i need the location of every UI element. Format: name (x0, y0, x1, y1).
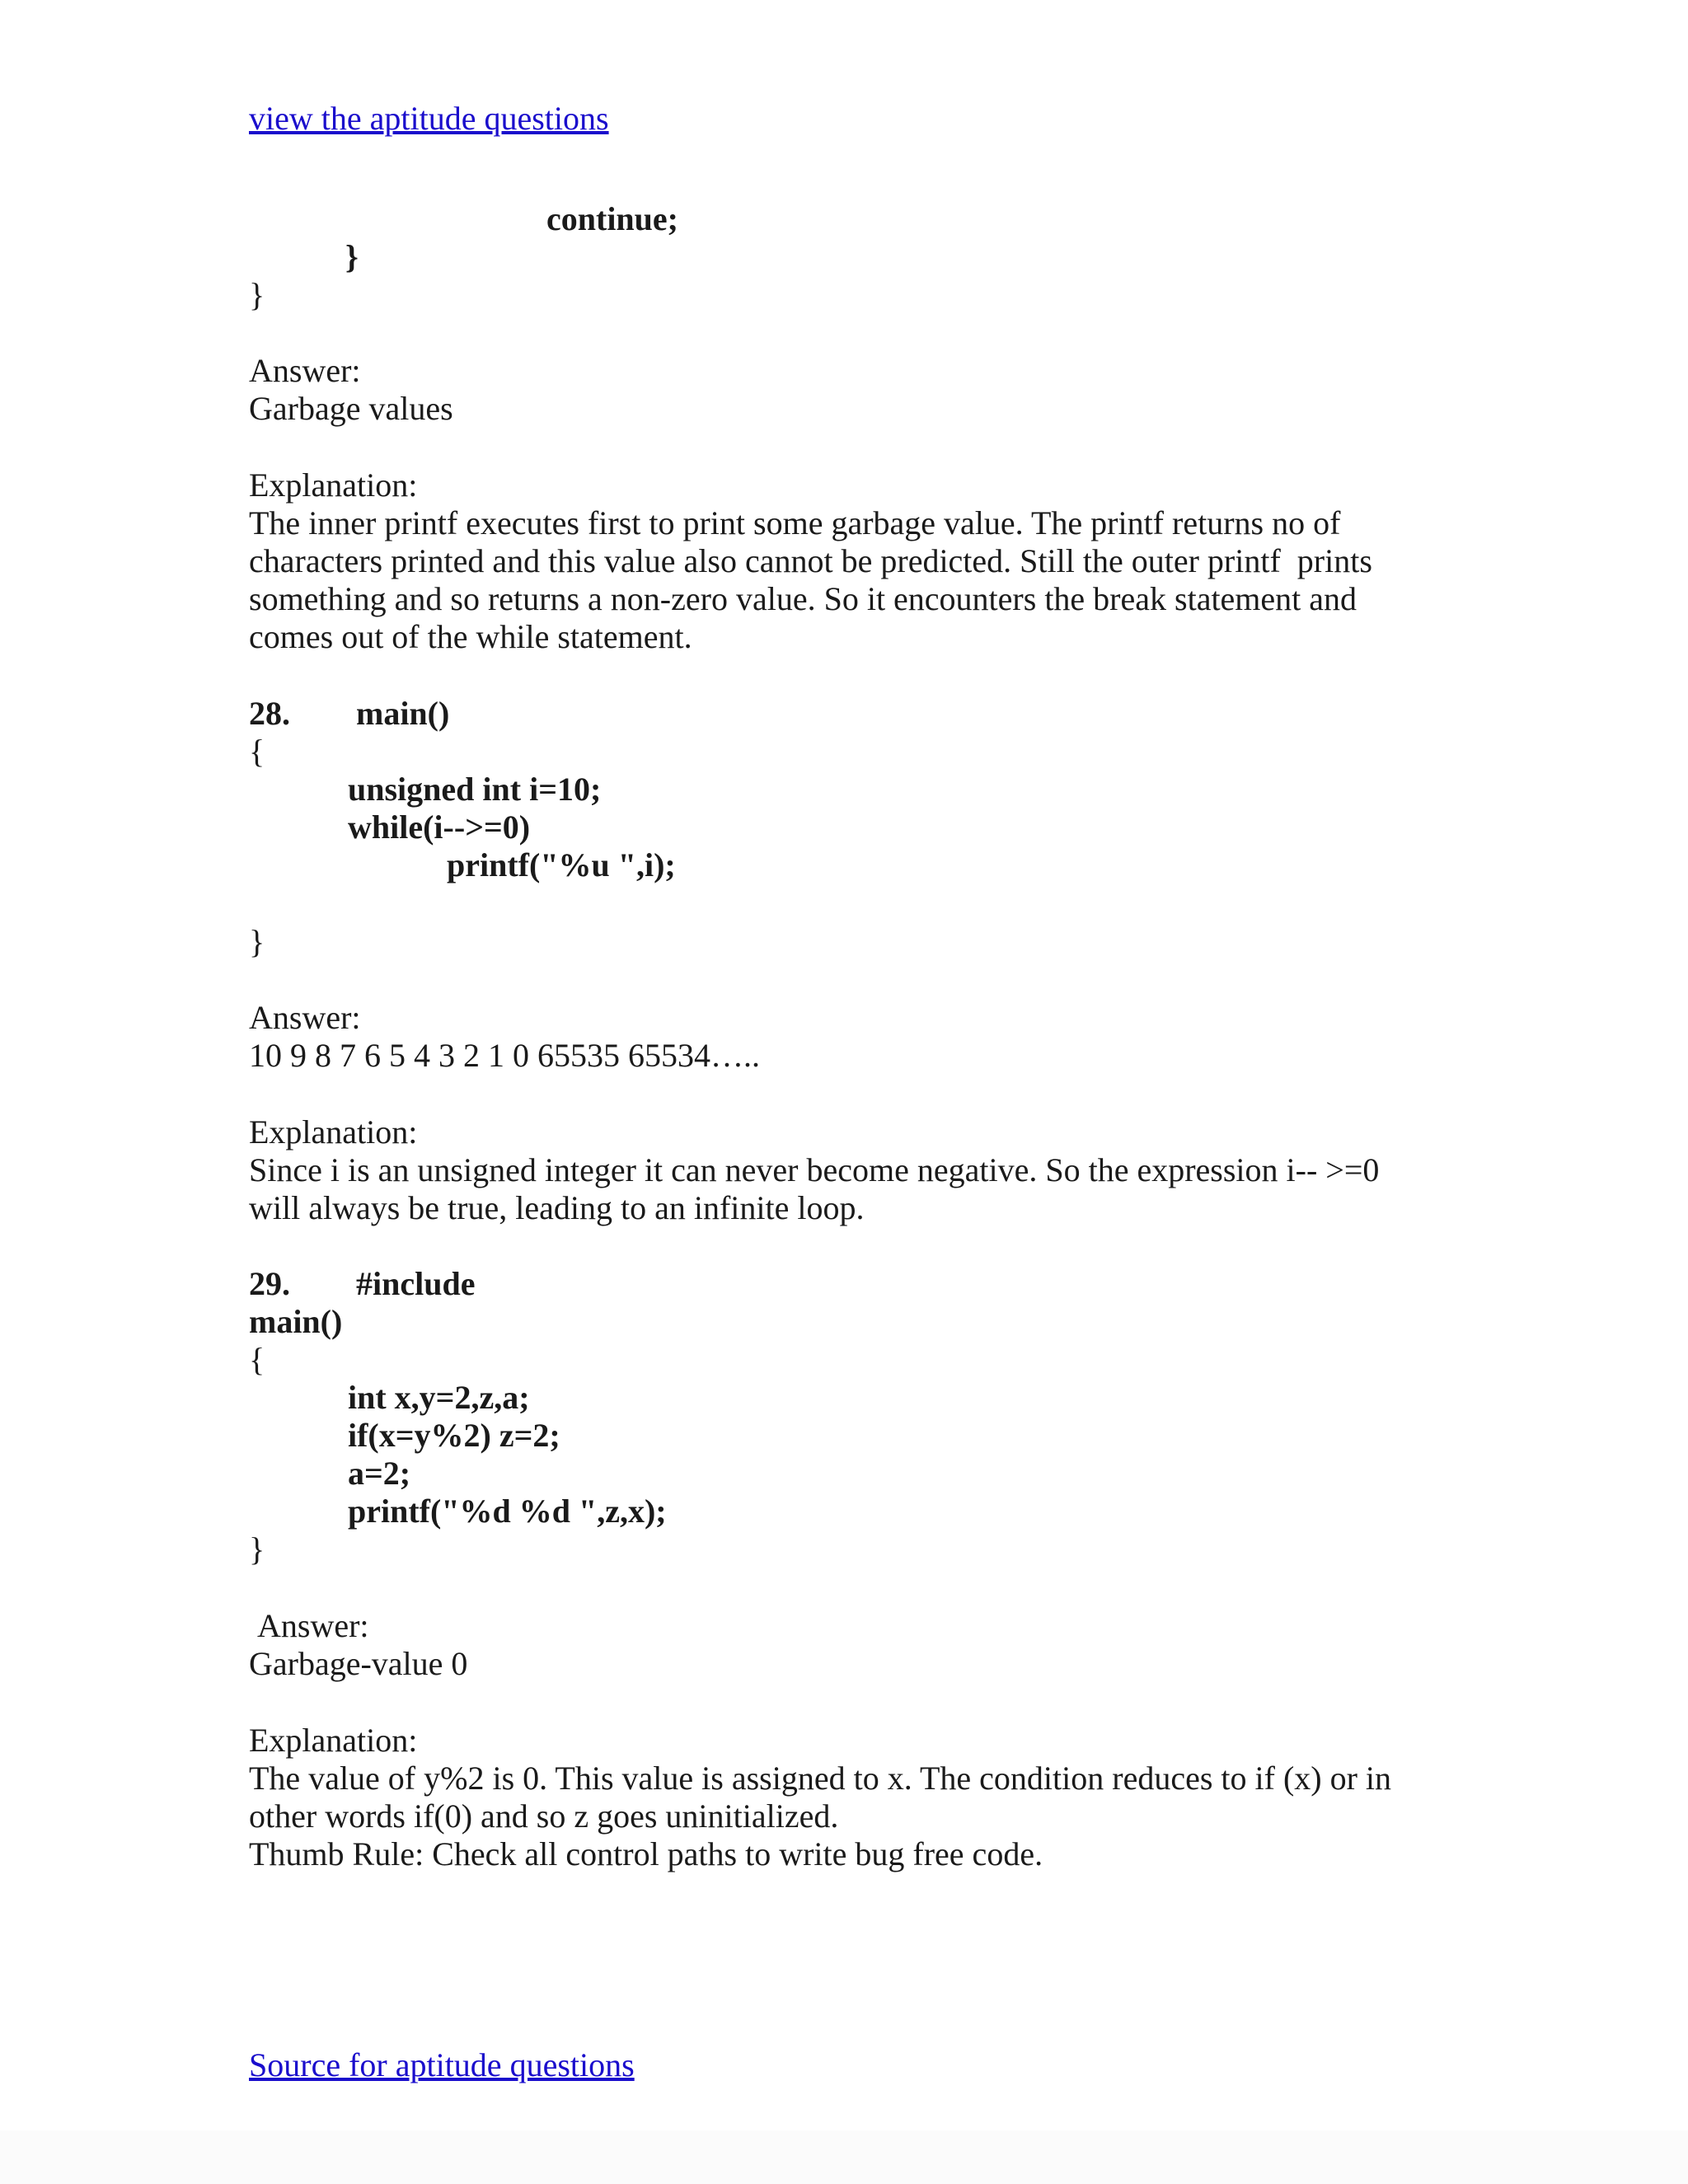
code-line: unsigned int i=10; (348, 771, 602, 808)
answer-value: 10 9 8 7 6 5 4 3 2 1 0 65535 65534….. (249, 1037, 760, 1074)
page-footer-band (0, 2130, 1688, 2184)
code-line: a=2; (348, 1455, 411, 1492)
code-closing-brace: } (249, 923, 265, 960)
explanation-line: The value of y%2 is 0. This value is assigned to x. The condition reduces to if (x) or in (249, 1760, 1392, 1797)
code-line: printf("%u ",i); (447, 846, 676, 883)
answer-label: Answer: (257, 1607, 369, 1644)
question-header-code: main() (356, 695, 450, 732)
code-opening-brace: { (249, 733, 265, 770)
answer-label: Answer: (249, 999, 361, 1036)
thumb-rule-line: Thumb Rule: Check all control paths to write bug free code. (249, 1835, 1043, 1872)
code-inner-closing-brace: } (345, 238, 359, 275)
code-line: if(x=y%2) z=2; (348, 1417, 560, 1454)
explanation-line: The inner printf executes first to print some garbage value. The printf returns no of (249, 504, 1341, 541)
code-line: printf("%d %d ",z,x); (348, 1493, 667, 1530)
answer-value: Garbage-value 0 (249, 1645, 468, 1682)
explanation-line: characters printed and this value also cannot be predicted. Still the outer printf prints (249, 542, 1372, 579)
question-number: 29. (249, 1265, 290, 1302)
question-number: 28. (249, 695, 290, 732)
code-continue-line: continue; (546, 200, 678, 237)
explanation-label: Explanation: (249, 1722, 418, 1759)
view-aptitude-questions-link[interactable]: view the aptitude questions (249, 100, 609, 137)
answer-value: Garbage values (249, 390, 453, 427)
code-line: while(i-->=0) (348, 808, 531, 846)
explanation-label: Explanation: (249, 1113, 418, 1151)
explanation-line: will always be true, leading to an infinite loop. (249, 1189, 865, 1226)
code-line: int x,y=2,z,a; (348, 1379, 530, 1416)
explanation-line: comes out of the while statement. (249, 618, 692, 655)
question-header-code: #include (356, 1265, 476, 1302)
code-outer-closing-brace: } (249, 276, 265, 313)
explanation-label: Explanation: (249, 466, 418, 504)
explanation-line: something and so returns a non-zero value. So it encounters the break statement and (249, 580, 1357, 617)
source-aptitude-questions-link[interactable]: Source for aptitude questions (249, 2046, 635, 2083)
code-main-line: main() (249, 1303, 343, 1340)
answer-label: Answer: (249, 352, 361, 389)
explanation-line: other words if(0) and so z goes uninitialized. (249, 1797, 839, 1835)
code-closing-brace: } (249, 1530, 265, 1568)
explanation-line: Since i is an unsigned integer it can never become negative. So the expression i-- >=0 (249, 1151, 1380, 1188)
code-opening-brace: { (249, 1341, 265, 1378)
